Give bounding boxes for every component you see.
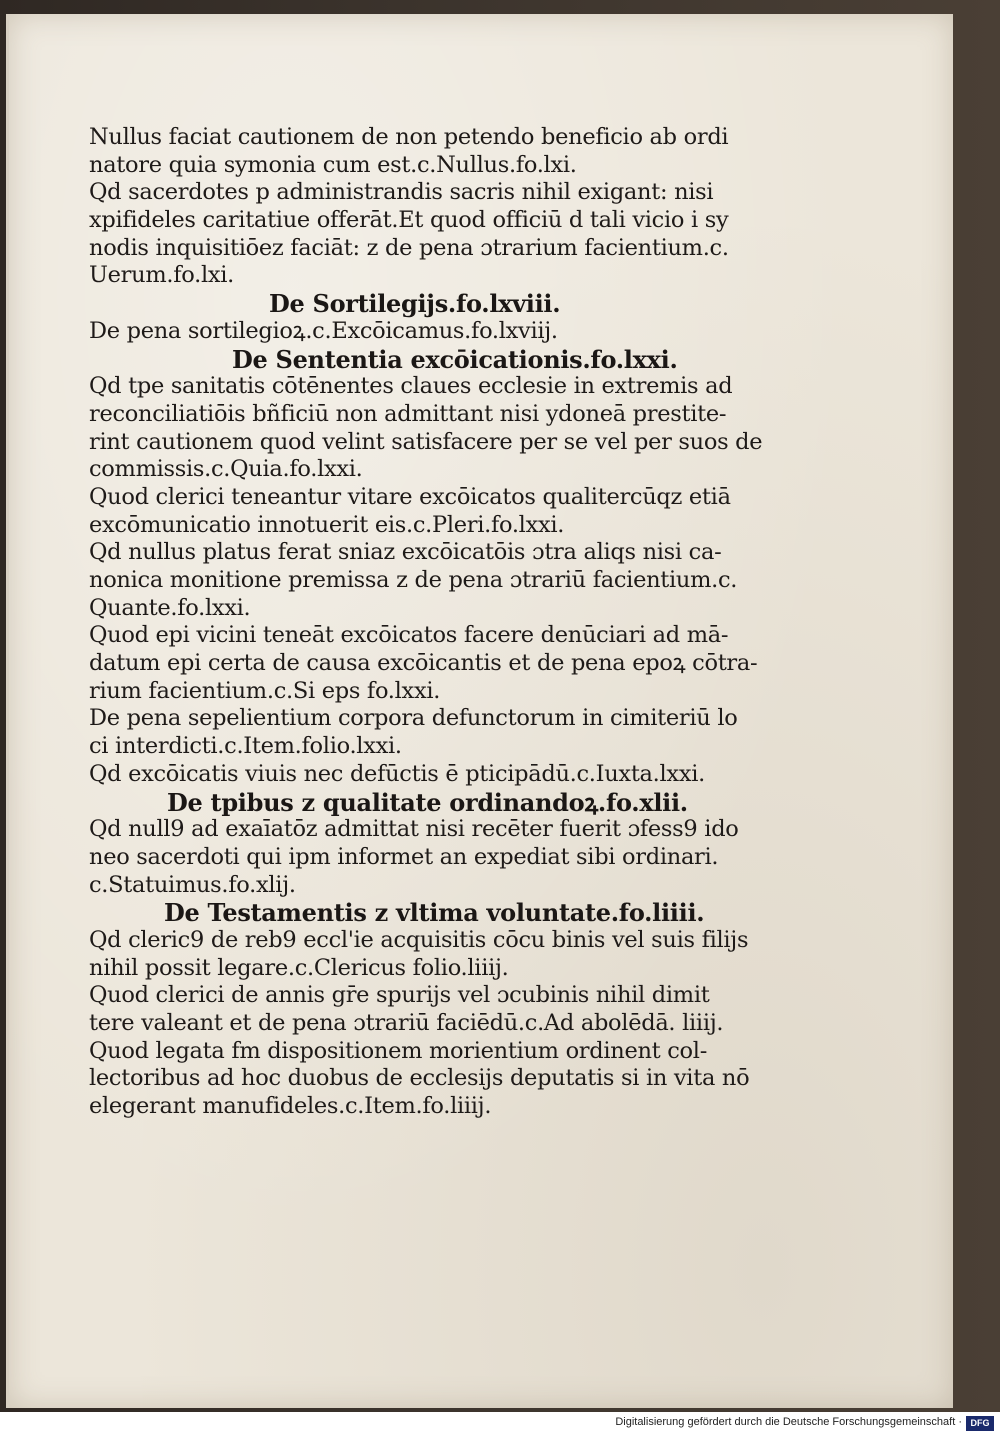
text-line: datum epi certa de causa excōicantis et de pena epoꝝ cōtra- — [89, 650, 758, 677]
footer-bar — [0, 1412, 1000, 1437]
text-line: rium facientium.c.Si eps fo.lxxi. — [89, 677, 441, 704]
text-line: Nullus faciat cautionem de non petendo beneficio ab ordi — [89, 124, 729, 150]
text-line: xpifideles caritatiue offerāt.Et quod officiū d tali vicio i sy — [89, 207, 729, 234]
text-line: Quod legata fm dispositionem morientium ordinent col- — [89, 1037, 708, 1064]
text-line: De pena sepelientium corpora defunctorum in cimiteriū lo — [89, 705, 738, 732]
text-line: c.Statuimus.fo.xlij. — [89, 871, 296, 898]
text-line: Uerum.fo.lxi. — [89, 262, 234, 289]
section-heading: De Testamentis z vltima voluntate.fo.liiii. — [164, 898, 705, 928]
text-line: excōmunicatio innotuerit eis.c.Pleri.fo.lxxi. — [89, 511, 565, 538]
text-block — [89, 124, 809, 1121]
text-line: rint cautionem quod velint satisfacere per se vel per suos de — [89, 428, 763, 455]
text-line: Qd null9 ad exaīatōz admittat nisi recēter fuerit ɔfess9 ido — [89, 816, 739, 843]
text-line: reconciliatiōis bñficiū non admittant nisi ydoneā prestite- — [89, 400, 727, 427]
text-line: Qd tpe sanitatis cōtēnentes claues ecclesie in extremis ad — [89, 373, 733, 400]
text-line: elegerant manufideles.c.Item.fo.liiij. — [89, 1093, 492, 1120]
text-line: lectoribus ad hoc duobus de ecclesijs deputatis si in vita nō — [89, 1065, 750, 1092]
book-page — [6, 14, 953, 1408]
text-line: nihil possit legare.c.Clericus folio.liiij. — [89, 954, 509, 981]
text-line: nodis inquisitiōez faciāt: z de pena ɔtrarium facientium.c. — [89, 234, 729, 261]
text-line: Quod epi vicini teneāt excōicatos facere denūciari ad mā- — [89, 622, 729, 649]
text-line: Qd cleric9 de reb9 eccl'ie acquisitis cōcu binis vel suis filijs — [89, 926, 749, 953]
text-line: commissis.c.Quia.fo.lxxi. — [89, 456, 363, 483]
text-line: Quante.fo.lxxi. — [89, 594, 251, 621]
text-line: natore quia symonia cum est.c.Nullus.fo.lxi. — [89, 151, 577, 178]
section-heading: De Sententia excōicationis.fo.lxxi. — [232, 344, 678, 374]
section-heading: De tpibus z qualitate ordinandoꝝ.fo.xlii. — [167, 787, 688, 817]
funding-credit: Digitalisierung gefördert durch die Deutsche Forschungsgemeinschaft · — [615, 1416, 962, 1428]
text-line: tere valeant et de pena ɔtrariū faciēdū.c.Ad abolēdā. liiij. — [89, 1010, 724, 1036]
text-line: Qd sacerdotes p administrandis sacris nihil exigant: nisi — [89, 179, 714, 206]
text-line: ci interdicti.c.Item.folio.lxxi. — [89, 733, 402, 760]
text-line: Qd nullus platus ferat sniaz excōicatōis ɔtra aliqs nisi ca- — [89, 539, 722, 566]
text-line: De pena sortilegioꝝ.c.Excōicamus.fo.lxviij. — [89, 317, 558, 344]
text-line: Qd excōicatis viuis nec defūctis ē pticipādū.c.Iuxta.lxxi. — [89, 760, 705, 787]
text-line: Quod clerici teneantur vitare excōicatos qualitercūqz etiā — [89, 483, 731, 510]
text-line: neo sacerdoti qui ipm informet an expediat sibi ordinari. — [89, 843, 719, 870]
text-line: nonica monitione premissa z de pena ɔtrariū facientium.c. — [89, 567, 738, 593]
text-line: Quod clerici de annis gr̄e spurijs vel ɔcubinis nihil dimit — [89, 982, 710, 1009]
dfg-logo: DFG — [966, 1416, 994, 1431]
section-heading: De Sortilegijs.fo.lxviii. — [269, 289, 561, 319]
